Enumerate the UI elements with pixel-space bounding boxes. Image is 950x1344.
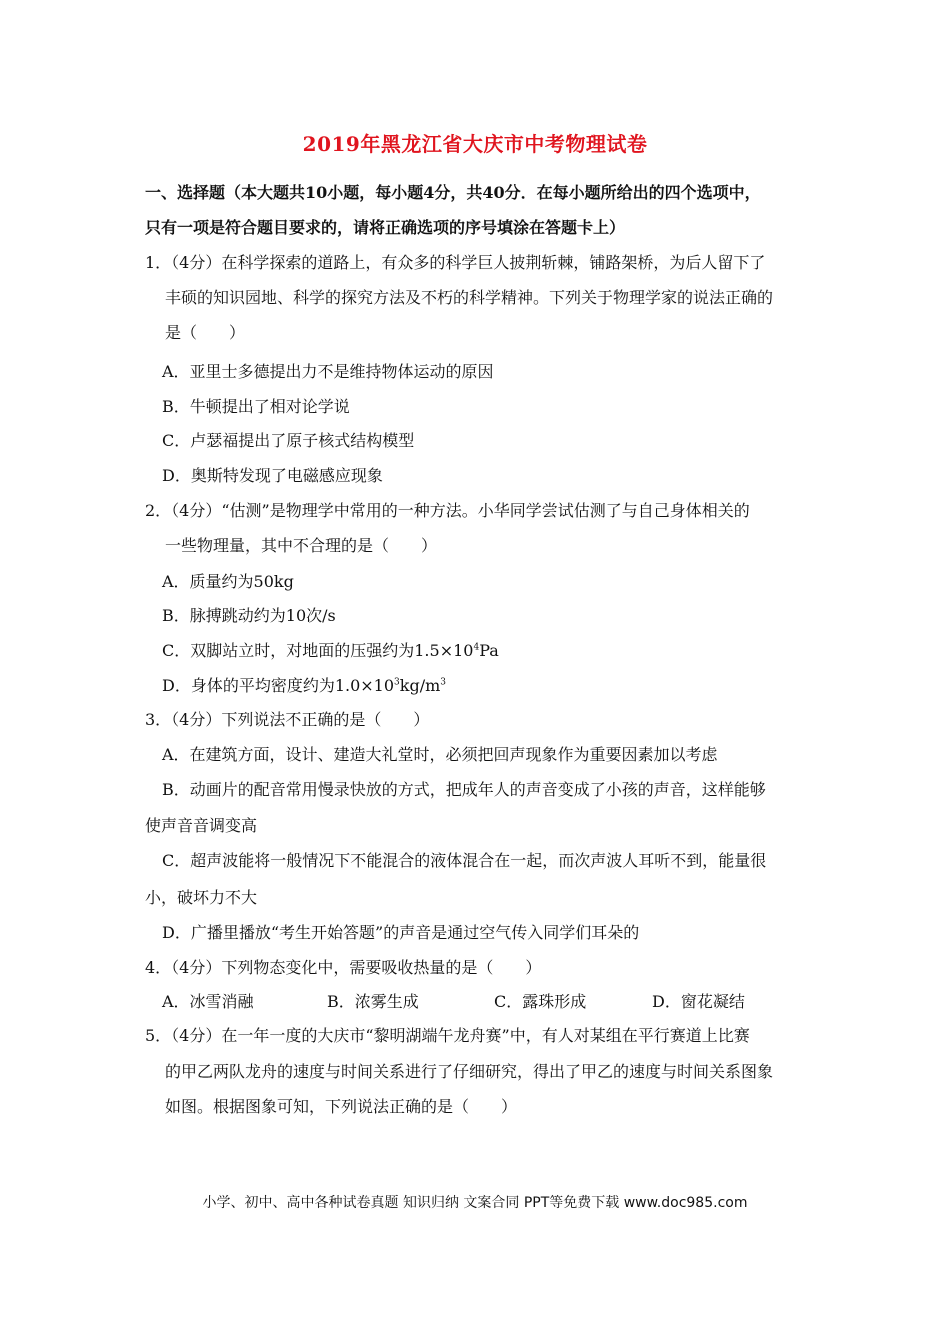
q1-option-a: A．亚里士多德提出力不是维持物体运动的原因 [162,362,494,381]
q3-option-b-line-1: B．动画片的配音常用慢录快放的方式，把成年人的声音变成了小孩的声音，这样能够 [162,780,766,799]
q3-option-c-line-1: C．超声波能将一般情况下不能混合的液体混合在一起，而次声波人耳听不到，能量很 [162,851,767,870]
q2-option-a: A．质量约为50kg [162,572,294,591]
q3-stem: 3．（4分）下列说法不正确的是（ ） [145,710,430,729]
q4-option-d: D．窗花凝结 [652,992,745,1011]
q2-option-d-exponent: 3 [394,677,400,688]
q1-option-b: B．牛顿提出了相对论学说 [162,397,350,416]
q4-stem: 4．（4分）下列物态变化中，需要吸收热量的是（ ） [145,958,542,977]
q1-stem-line-1: 1．（4分）在科学探索的道路上，有众多的科学巨人披荆斩棘，铺路架桥，为后人留下了 [145,253,766,272]
q3-option-a: A．在建筑方面，设计、建造大礼堂时，必须把回声现象作为重要因素加以考虑 [162,745,718,764]
page-footer: 小学、初中、高中各种试卷真题 知识归纳 文案合同 PPT等免费下载 www.doc985.com [202,1195,748,1211]
q5-stem-line-1: 5．（4分）在一年一度的大庆市“黎明湖端午龙舟赛”中，有人对某组在平行赛道上比赛 [145,1026,750,1045]
section-heading-line-1: 一、选择题（本大题共10小题，每小题4分，共40分．在每小题所给出的四个选项中， [145,183,761,202]
q2-stem-line-1: 2．（4分）“估测”是物理学中常用的一种方法。小华同学尝试估测了与自己身体相关的 [145,501,750,520]
q2-option-d-unit: kg/m [399,676,441,695]
q3-option-b-line-2: 使声音音调变高 [145,816,258,835]
q4-option-b: B．浓雾生成 [327,992,419,1011]
q5-stem-line-3: 如图。根据图象可知，下列说法正确的是（ ） [165,1097,518,1116]
q4-option-a: A．冰雪消融 [162,992,254,1011]
page-title: 2019年黑龙江省大庆市中考物理试卷 [302,132,648,156]
q3-option-c-line-2: 小，破坏力不大 [145,888,258,907]
q3-option-d: D．广播里播放“考生开始答题”的声音是通过空气传入同学们耳朵的 [162,923,640,942]
q2-option-d-unit-exponent: 3 [440,677,447,688]
q2-option-c-text: C．双脚站立时，对地面的压强约为1.5×10 [162,641,474,660]
q2-stem-line-2: 一些物理量，其中不合理的是（ ） [165,536,438,555]
q2-option-c-exponent: 4 [473,642,480,653]
q2-option-d-text: D．身体的平均密度约为1.0×10 [162,676,395,695]
q2-option-c [162,640,499,662]
q2-option-b: B．脉搏跳动约为10次/s [162,606,336,625]
q1-stem-line-3: 是（ ） [165,323,246,342]
q5-stem-line-2: 的甲乙两队龙舟的速度与时间关系进行了仔细研究，得出了甲乙的速度与时间关系图象 [165,1062,774,1081]
q1-option-c: C．卢瑟福提出了原子核式结构模型 [162,431,415,450]
q1-option-d: D．奥斯特发现了电磁感应现象 [162,466,383,485]
q2-option-c-unit: Pa [479,641,499,660]
q1-stem-line-2: 丰硕的知识园地、科学的探究方法及不朽的科学精神。下列关于物理学家的说法正确的 [165,288,774,307]
q4-option-c: C．露珠形成 [494,992,587,1011]
section-heading-line-2: 只有一项是符合题目要求的，请将正确选项的序号填涂在答题卡上） [145,218,626,237]
q2-option-d [162,675,446,697]
